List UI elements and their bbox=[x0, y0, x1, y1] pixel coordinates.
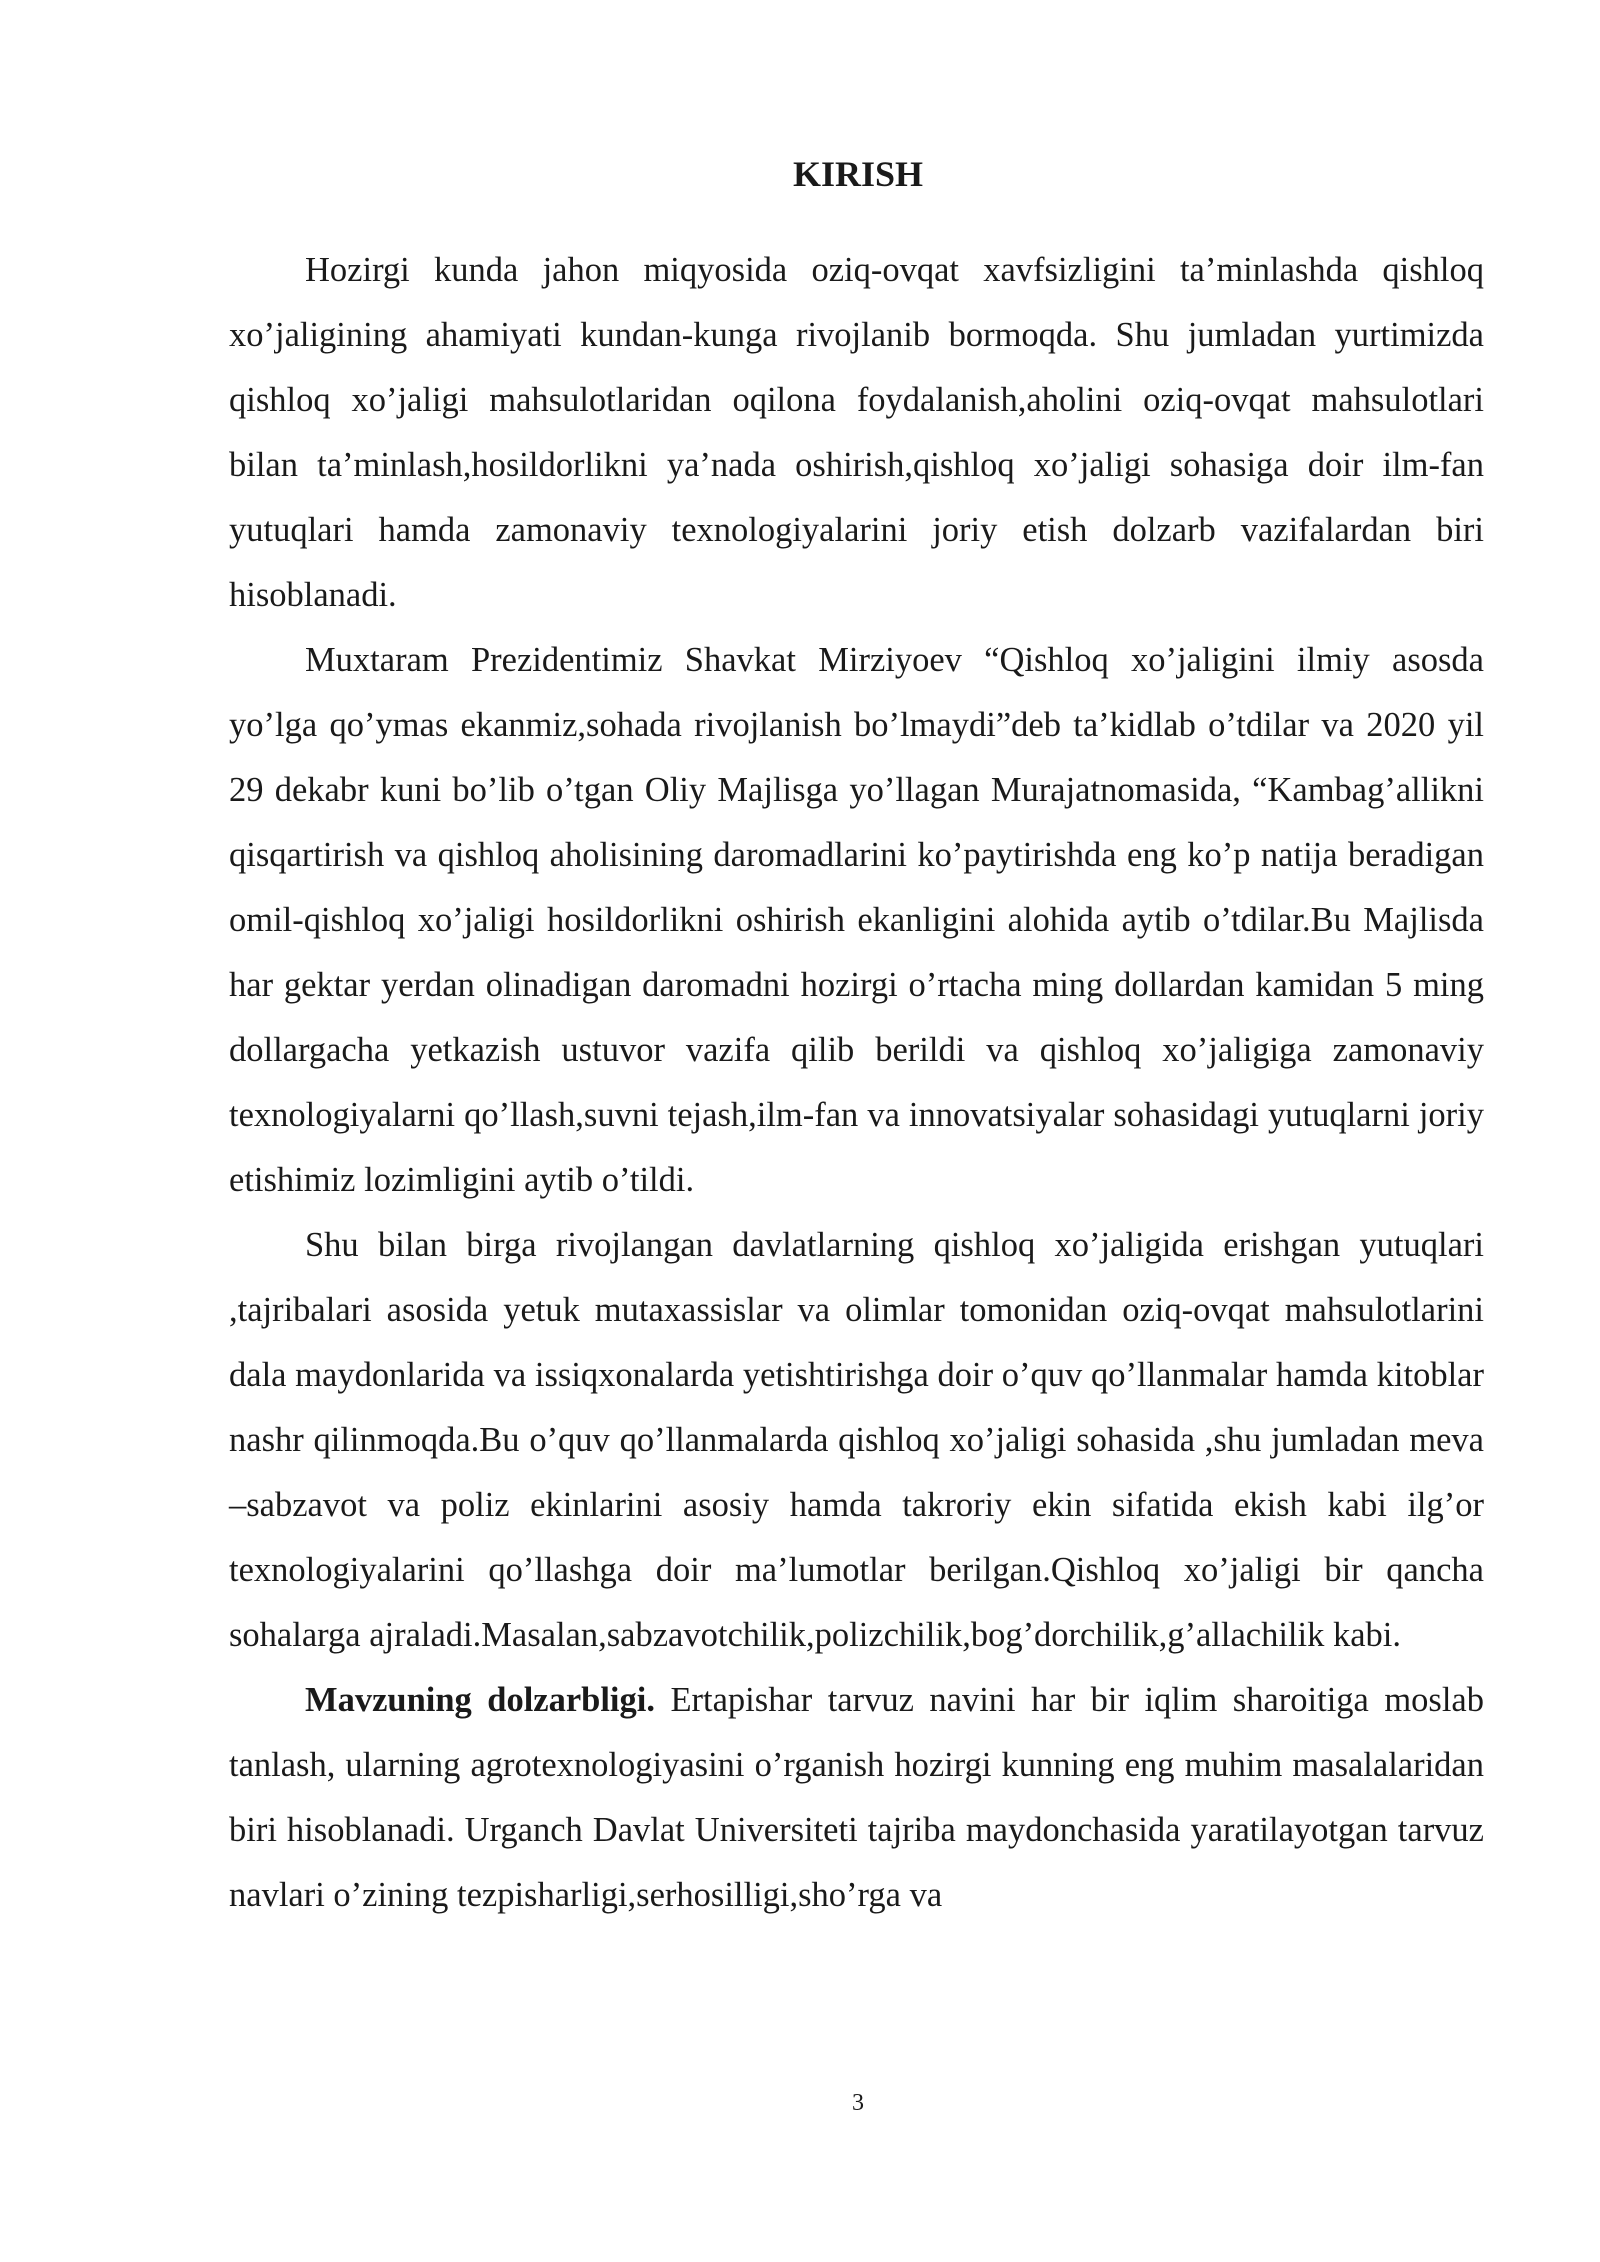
page-number: 3 bbox=[852, 2090, 864, 2116]
paragraph-text: Shu bilan birga rivojlangan davlatlarning qishloq xo’jaligida erishgan yutuqlari ,tajribalari asosida yetuk mutaxassislar va olimlar tomonidan oziq-ovqat mahsulotlarini dala maydonlarida va issiqxonalarda yetishtirishga doir o’quv qo’llanmalar hamda kitoblar nashr qilinmoqda.Bu o’quv qo’llanmalarda qishloq xo’jaligi sohasida ,shu jumladan meva –sabzavot va poliz ekinlarini asosiy hamda takroriy ekin sifatida ekish kabi ilg’or texnologiyalarini qo’llashga doir ma’lumotlar berilgan.Qishloq xo’jaligi bir qancha sohalarga ajraladi.Masalan,sabzavotchilik,polizchilik,bog’dorchilik,g’allachilik kabi. bbox=[229, 1226, 1484, 1654]
page-title: KIRISH bbox=[792, 154, 924, 194]
paragraph-experience bbox=[229, 1213, 1484, 1668]
paragraph-text: Hozirgi kunda jahon miqyosida oziq-ovqat xavfsizligini ta’minlashda qishloq xo’jaligining ahamiyati kundan-kunga rivojlanib bormoqda. Shu jumladan yurtimizda qishloq xo’jaligi mahsulotlaridan oqilona foydalanish,aholini oziq-ovqat mahsulotlari bilan ta’minlash,hosildorlikni ya’nada oshirish,qishloq xo’jaligi sohasiga doir ilm-fan yutuqlari hamda zamonaviy texnologiyalarini joriy etish dolzarb vazifalardan biri hisoblanadi. bbox=[229, 251, 1484, 614]
paragraph-lead: Mavzuning dolzarbligi. bbox=[305, 1681, 655, 1719]
paragraph-president bbox=[229, 628, 1484, 1213]
paragraph-intro bbox=[229, 238, 1484, 628]
document-body bbox=[229, 238, 1484, 1928]
paragraph-relevance bbox=[229, 1668, 1484, 1928]
paragraph-text: Muxtaram Prezidentimiz Shavkat Mirziyoev “Qishloq xo’jaligini ilmiy asosda yo’lga qo’ymas ekanmiz,sohada rivojlanish bo’lmaydi”deb ta’kidlab o’tdilar va 2020 yil 29 dekabr kuni bo’lib o’tgan Oliy Majlisga yo’llagan Murajatnomasida, “Kambag’allikni qisqartirish va qishloq aholisining daromadlarini ko’paytirishda eng ko’p natija beradigan omil-qishloq xo’jaligi hosildorlikni oshirish ekanligini alohida aytib o’tdilar.Bu Majlisda har gektar yerdan olinadigan daromadni hozirgi o’rtacha ming dollardan kamidan 5 ming dollargacha yetkazish ustuvor vazifa qilib berildi va qishloq xo’jaligiga zamonaviy texnologiyalarni qo’llash,suvni tejash,ilm-fan va innovatsiyalar sohasidagi yutuqlarni joriy etishimiz lozimligini aytib o’tildi. bbox=[229, 641, 1484, 1199]
paragraph-text: Ertapishar tarvuz navini har bir iqlim sharoitiga moslab tanlash, ularning agrotexnologiyasini o’rganish hozirgi kunning eng muhim masalalaridan biri hisoblanadi. Urganch Davlat Universiteti tajriba maydonchasida yaratilayotgan tarvuz navlari o’zining tezpisharligi,serhosilligi,sho’rga va bbox=[229, 1681, 1484, 1914]
